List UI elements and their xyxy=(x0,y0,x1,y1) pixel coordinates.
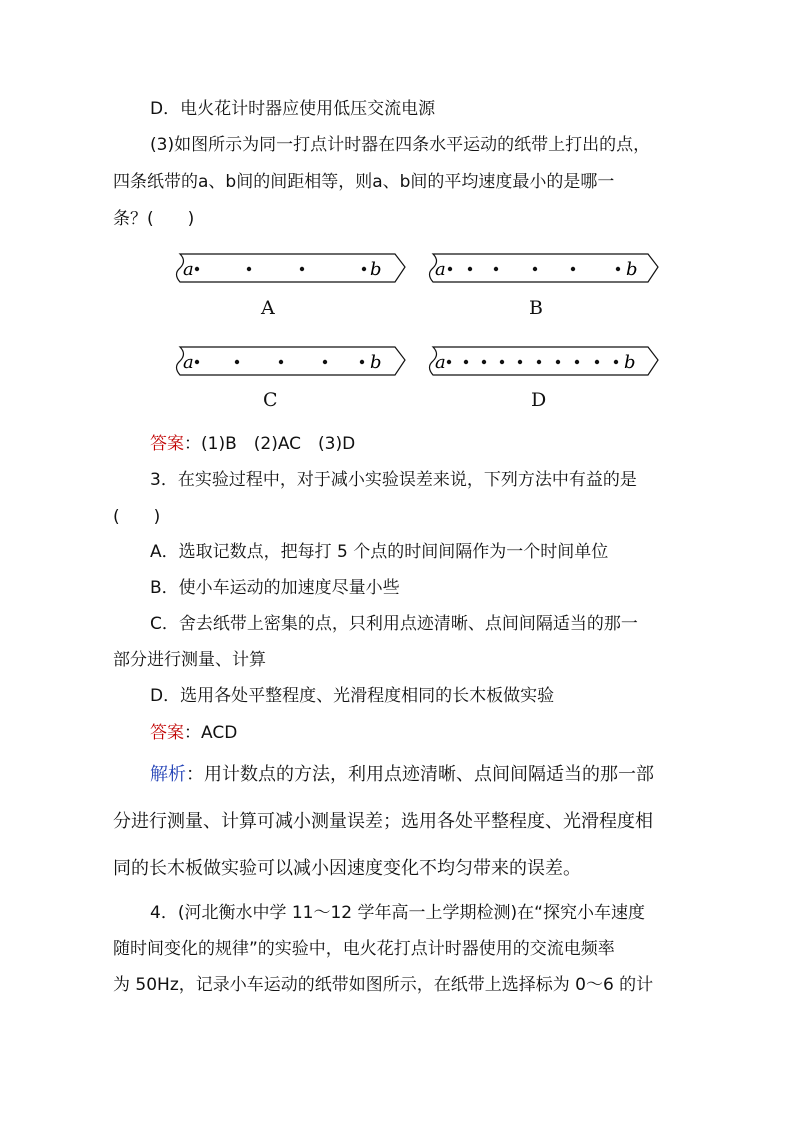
answer-label: 答案 xyxy=(150,434,184,454)
analysis-label: 解析 xyxy=(150,764,186,785)
tape-a xyxy=(177,254,406,282)
paper-tape-figure xyxy=(0,245,794,445)
tape-d xyxy=(430,347,659,375)
tape-a-end-label: b xyxy=(370,259,382,280)
q4-line3: 为 50Hz，记录小车运动的纸带如图所示，在纸带上选择标为 0～6 的计 xyxy=(113,975,654,995)
tape-c-label: C xyxy=(263,389,278,411)
q3-stem-line2: ( ) xyxy=(113,507,161,527)
tape-d-label: D xyxy=(531,389,547,411)
q3-analysis-line3: 同的长木板做实验可以减小因速度变化不均匀带来的误差。 xyxy=(113,858,581,879)
tape-b-label: B xyxy=(529,297,543,319)
q3-option-b: B．使小车运动的加速度尽量小些 xyxy=(150,578,400,598)
tape-b xyxy=(430,254,659,282)
q3-stem-line2: 四条纸带的a、b间的间距相等，则a、b间的平均速度最小的是哪一 xyxy=(113,172,615,192)
q4-line2: 随时间变化的规律”的实验中，电火花打点计时器使用的交流电频率 xyxy=(113,939,615,959)
tape-c-start-label: a xyxy=(183,352,194,373)
tape-a-start-label: a xyxy=(183,259,194,280)
tape-c-end-label: b xyxy=(370,352,382,373)
tape-d-end-label: b xyxy=(624,352,636,373)
q3-stem-line1: 3．在实验过程中，对于减小实验误差来说，下列方法中有益的是 xyxy=(150,470,637,490)
tape-a-label: A xyxy=(261,297,275,319)
tape-d-start-label: a xyxy=(435,352,446,373)
q3-answer xyxy=(150,721,237,745)
q2-option-d: D．电火花计时器应使用低压交流电源 xyxy=(150,99,436,119)
answer-text: ：(1)B (2)AC (3)D xyxy=(184,434,356,454)
q3-option-a: A．选取记数点，把每打 5 个点的时间间隔作为一个时间单位 xyxy=(150,542,609,562)
analysis-text: ：用计数点的方法，利用点迹清晰、点间间隔适当的那一部 xyxy=(186,764,654,785)
q3-option-d: D．选用各处平整程度、光滑程度相同的长木板做实验 xyxy=(150,686,555,706)
q4-line1: 4．(河北衡水中学 11～12 学年高一上学期检测)在“探究小车速度 xyxy=(150,903,645,923)
answer-label: 答案 xyxy=(150,723,184,743)
q3-stem-line3: 条？( ) xyxy=(113,209,195,229)
tape-c xyxy=(177,347,406,375)
q3-analysis-line1 xyxy=(150,763,654,787)
answer-text: ：ACD xyxy=(184,723,238,743)
tape-b-end-label: b xyxy=(626,259,638,280)
q3-analysis-line2: 分进行测量、计算可减小测量误差；选用各处平整程度、光滑程度相 xyxy=(113,811,653,832)
q3-option-c-line2: 部分进行测量、计算 xyxy=(113,650,266,670)
q3-option-c-line1: C．舍去纸带上密集的点，只利用点迹清晰、点间间隔适当的那一 xyxy=(150,614,638,634)
tape-b-start-label: a xyxy=(435,259,446,280)
q2-answer xyxy=(150,432,355,456)
q3-stem-line1: (3)如图所示为同一打点计时器在四条水平运动的纸带上打出的点， xyxy=(150,135,651,155)
